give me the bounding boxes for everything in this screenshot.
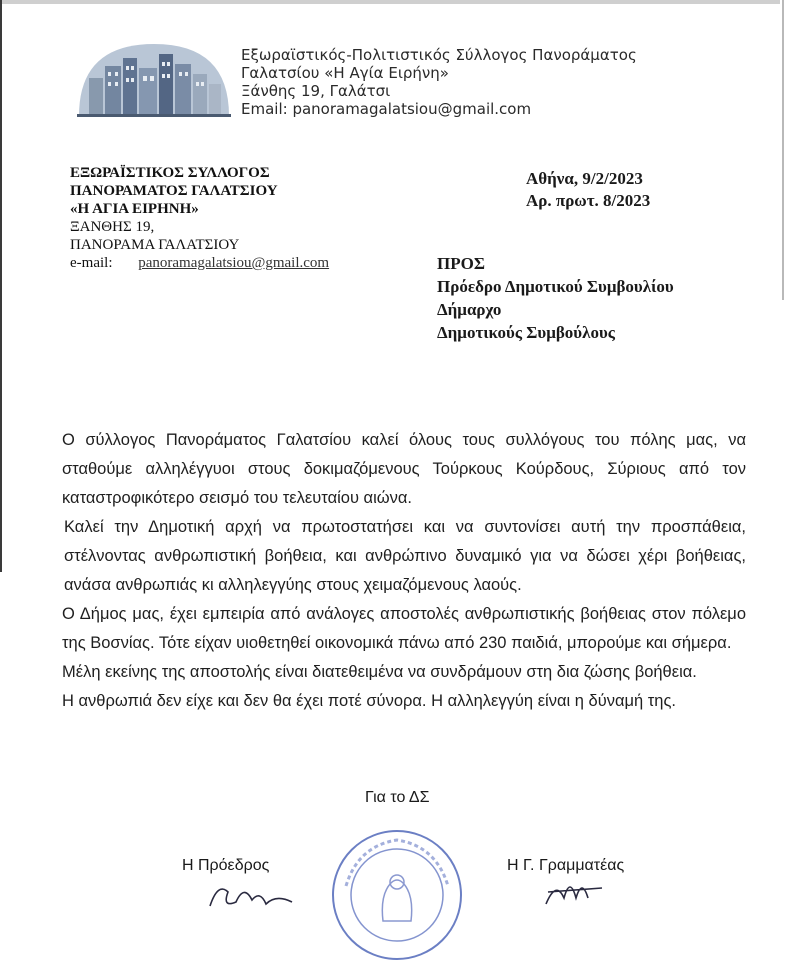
recipient-line: Δημοτικούς Συμβούλους [437, 323, 615, 342]
scan-left-edge [0, 0, 2, 572]
president-title: Η Πρόεδρος [182, 857, 270, 874]
body-paragraph: Ο Δήμος μας, έχει εμπειρία από ανάλογες αποστολές ανθρωπιστικής βοήθειας στον πόλεμο της Βοσνίας. Τότε είχαν υιοθετηθεί οικονομικά πάνω από 230 παιδιά, μπορούμε και σήμερα. [62, 605, 746, 652]
recipient-block [437, 252, 674, 344]
sender-name-line: ΠΑΝΟΡΑΜΑΤΟΣ ΓΑΛΑΤΣΙΟΥ [70, 183, 278, 199]
for-board-label: Για το ΔΣ [365, 789, 430, 806]
sender-address-line: ΠΑΝΟΡΑΜΑ ΓΑΛΑΤΣΙΟΥ [70, 237, 240, 253]
place-date: Αθήνα, 9/2/2023 [526, 169, 643, 188]
body-paragraph: Καλεί την Δημοτική αρχή να πρωτοστατήσει και να συντονίσει αυτή την προσπάθεια, στέλνοντας ανθρωπιστική βοήθεια, και ανθρώπινο δυναμικό για να δώσει χέρι βοήθειας, ανάσα ανθρωπιάς κι αλληλεγγύης στους χειμαζόμενους λαούς. [64, 518, 746, 594]
body-paragraph: Μέλη εκείνης της αποστολής είναι διατεθειμένα να συνδράμουν στη δια ζώσης βοήθεια. [62, 663, 697, 681]
secretary-signature [540, 868, 610, 908]
header-line: Ξάνθης 19, Γαλάτσι [241, 82, 391, 100]
email-link[interactable]: panoramagalatsiou@gmail.com [138, 255, 330, 271]
recipient-line: ΠΡΟΣ [437, 254, 485, 273]
recipient-line: Δήμαρχο [437, 300, 502, 319]
header-line: Γαλατσίου «Η Αγία Ειρήνη» [241, 64, 449, 82]
body-paragraph: Ο σύλλογος Πανοράματος Γαλατσίου καλεί όλους τους συλλόγους του πόλης μας, να σταθούμε αλληλέγγυοι στους δοκιμαζόμενους Τούρκους Κούρδους, Σύριους από τον καταστροφικότερο σεισμό του τελευταίου αιώνα. [62, 431, 746, 507]
sender-address-line: ΞΑΝΘΗΣ 19, [70, 219, 155, 235]
email-label: e-mail: [70, 255, 113, 271]
scan-top-edge [0, 0, 780, 4]
sender-email-row [70, 254, 329, 272]
header-line: Email: panoramagalatsiou@gmail.com [241, 100, 532, 118]
secretary-title: Η Γ. Γραμματέας [507, 857, 625, 874]
association-header [241, 46, 637, 118]
sender-name-line: «Η ΑΓΙΑ ΕΙΡΗΝΗ» [70, 201, 199, 217]
protocol-number: Αρ. πρωτ. 8/2023 [526, 191, 651, 210]
recipient-line: Πρόεδρο Δημοτικού Συμβουλίου [437, 277, 674, 296]
header-line: Εξωραϊστικός-Πολιτιστικός Σύλλογος Πανοράματος [241, 46, 637, 64]
body-paragraph: Η ανθρωπιά δεν είχε και δεν θα έχει ποτέ σύνορα. Η αλληλεγγύη είναι η δύναμή της. [62, 692, 677, 710]
sender-name-line: ΕΞΩΡΑΪΣΤΙΚΟΣ ΣΥΛΛΟΓΟΣ [70, 165, 270, 181]
president-signature [200, 872, 300, 912]
sender-block [70, 164, 329, 272]
scan-right-edge [782, 0, 784, 300]
association-stamp [328, 826, 466, 964]
city-buildings-logo [75, 38, 233, 118]
date-block [526, 168, 650, 212]
letter-body [62, 426, 746, 716]
